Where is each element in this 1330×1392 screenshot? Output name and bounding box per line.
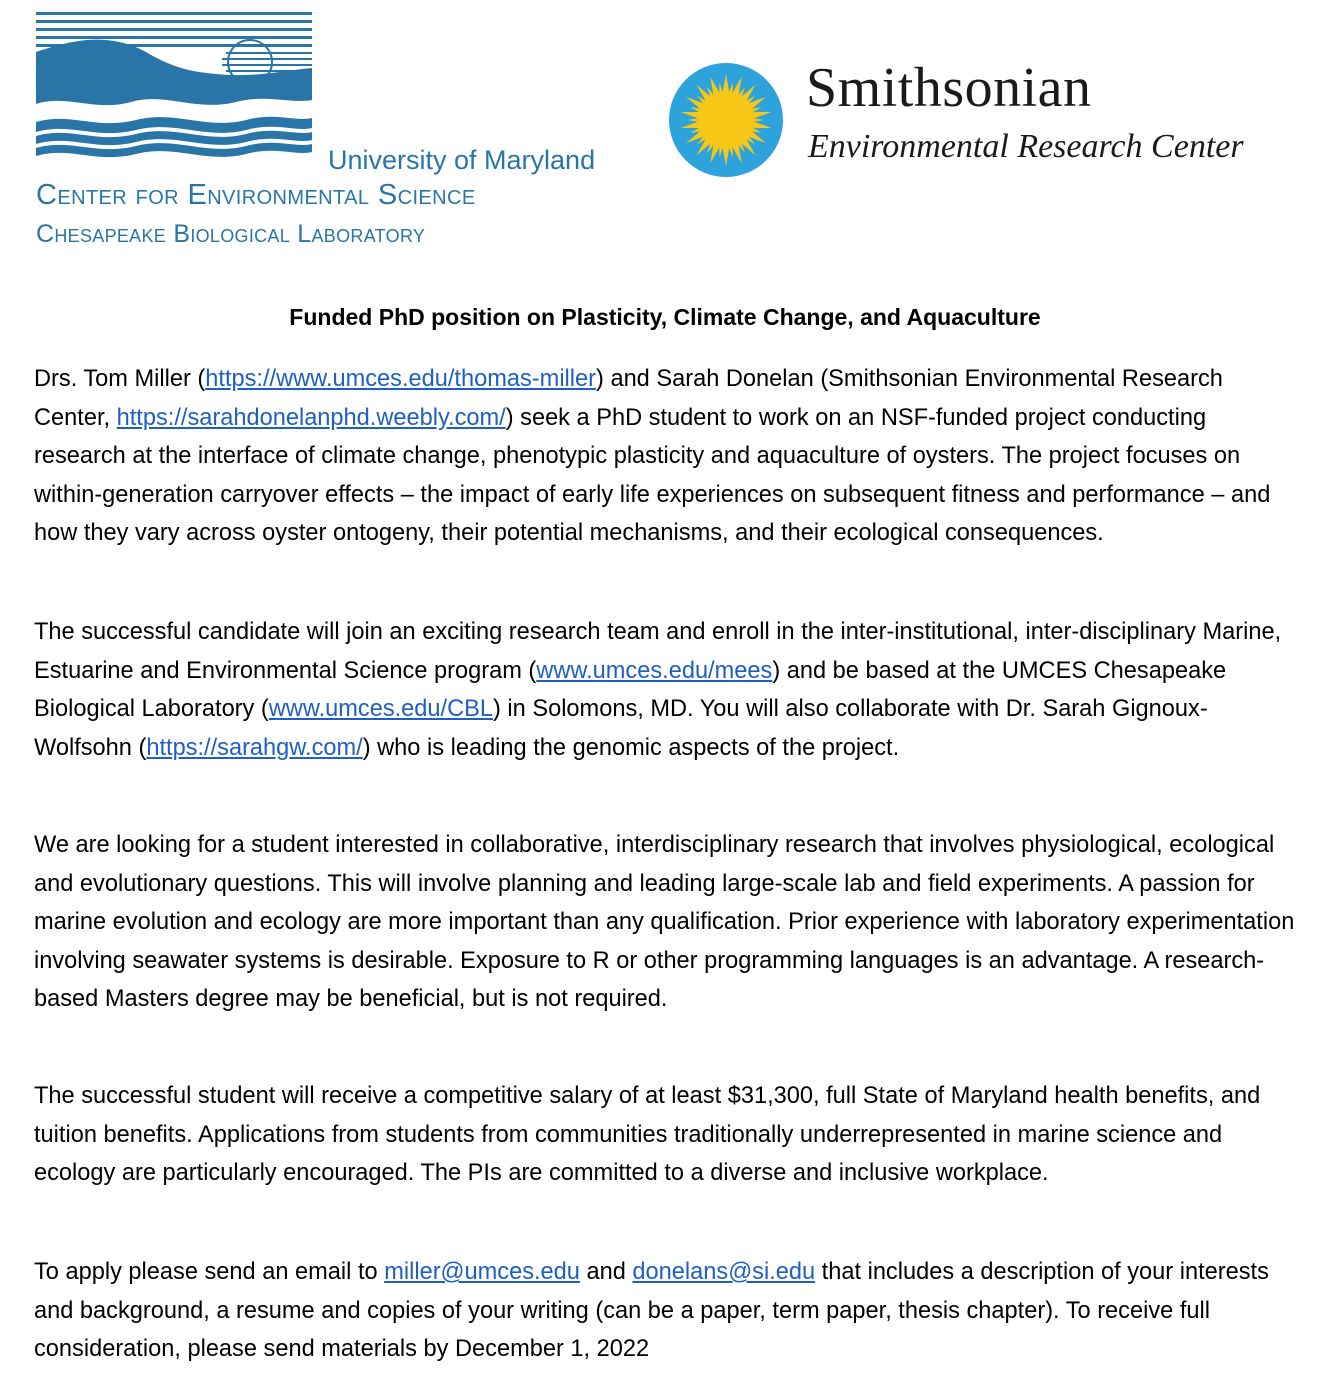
paragraph-text: ) seek a PhD student to work on an NSF-funded project conducting research at the interface of climate change, phenotypic plasticity and aquaculture of oysters. The project focuses on within-generation carryover effects – the impact of early life experiences on subsequent fitness and performance – and how they vary across oyster ontogeny, their potential mechanisms, and their ecological consequences. bbox=[34, 404, 1271, 547]
paragraph-apply bbox=[34, 1253, 1296, 1369]
serc-subtitle: Environmental Research Center bbox=[808, 128, 1244, 165]
donelan-website-link[interactable]: https://sarahdonelanphd.weebly.com/ bbox=[116, 404, 506, 431]
paragraph-text: The successful candidate will join an exciting research team and enroll in the inter-institutional, inter-disciplinary Marine, Estuarine and Environmental Science program ( bbox=[34, 619, 1282, 684]
miller-profile-link[interactable]: https://www.umces.edu/thomas-miller bbox=[205, 366, 597, 392]
paragraph-text: To apply please send an email to bbox=[34, 1259, 385, 1285]
paragraph-text: Drs. Tom Miller ( bbox=[34, 366, 206, 392]
umces-logo bbox=[36, 12, 606, 248]
sun-logo-icon bbox=[668, 62, 784, 178]
paragraph-text: and bbox=[579, 1259, 633, 1285]
paragraph-requirements: We are looking for a student interested in collaborative, interdisciplinary research that involves physiological, ecological and evolutionary questions. This will involve planning and leading large-scale lab and field experiments. A passion for marine evolution and ecology are more important than any qualification. Prior experience with laboratory experimentation involving seawater systems is desirable. Exposure to R or other programming languages is an advantage. A research-based Masters degree may be beneficial, but is not required. bbox=[34, 832, 1295, 1013]
donelan-email-link[interactable]: donelans@si.edu bbox=[632, 1259, 816, 1285]
umces-lab-name: Chesapeake Biological Laboratory bbox=[36, 220, 426, 248]
umces-center-name: Center for Environmental Science bbox=[36, 179, 476, 211]
paragraph-text: that includes a description of your interests and background, a resume and copies of your writing (can be a paper, term paper, thesis chapter). To receive full consideration, please send materials by December 1, 2022 bbox=[34, 1259, 1269, 1363]
paragraph-text: ) who is leading the genomic aspects of the project. bbox=[362, 734, 900, 761]
page-title: Funded PhD position on Plasticity, Climate Change, and Aquaculture bbox=[289, 304, 1041, 330]
serc-name: Smithsonian bbox=[806, 57, 1092, 119]
bay-waves-logo-icon bbox=[36, 12, 312, 162]
serc-logo bbox=[668, 57, 1308, 182]
miller-email-link[interactable]: miller@umces.edu bbox=[384, 1259, 580, 1285]
umces-university-name: University of Maryland bbox=[328, 145, 596, 175]
sarahgw-link[interactable]: https://sarahgw.com/ bbox=[146, 734, 363, 761]
mees-link[interactable]: www.umces.edu/mees bbox=[536, 657, 773, 684]
paragraph-benefits: The successful student will receive a competitive salary of at least $31,300, full State of Maryland health benefits, and tuition benefits. Applications from students from communities traditionally underrepresented in marine science and ecology are particularly encouraged. The PIs are committed to a diverse and inclusive workplace. bbox=[34, 1083, 1261, 1187]
paragraph-text: ) in Solomons, MD. You will also collaborate with Dr. Sarah Gignoux-Wolfsohn ( bbox=[34, 696, 1208, 761]
paragraph-text: ) and Sarah Donelan (Smithsonian Environmental Research Center, bbox=[34, 366, 1223, 431]
paragraph-program bbox=[34, 613, 1296, 767]
paragraph-text: ) and be based at the UMCES Chesapeake Biological Laboratory ( bbox=[34, 657, 1227, 723]
cbl-link[interactable]: www.umces.edu/CBL bbox=[268, 696, 493, 723]
paragraph-intro bbox=[34, 360, 1296, 553]
